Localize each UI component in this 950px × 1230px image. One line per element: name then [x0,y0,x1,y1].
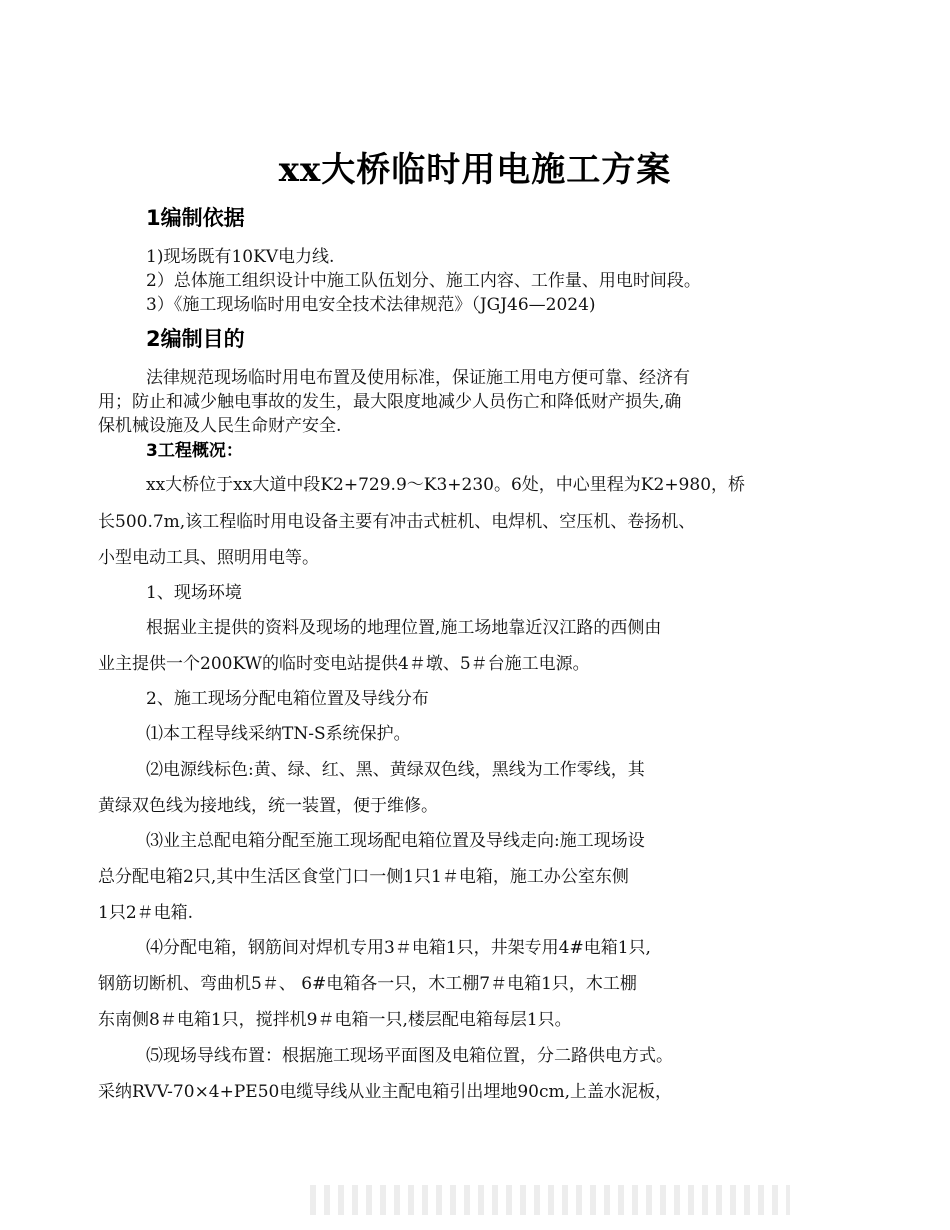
reference-item-3: 3）《施工现场临时用电安全技术法律规范》（JGJ46—2024) [146,295,596,315]
section-2-heading: 2编制目的 [146,327,245,351]
overview-line: xx大桥位于xx大道中段K2+729.9～K3+230。6处，中心里程为K2+980，桥 [146,475,746,495]
reference-item-2: 2）总体施工组织设计中施工队伍划分、施工内容、工作量、用电时间段。 [146,271,701,291]
overview-line: ⑴本工程导线采纳TN-S系统保护。 [146,724,411,744]
overview-line: 小型电动工具、照明用电等。 [98,548,319,568]
overview-line: ⑶业主总配电箱分配至施工现场配电箱位置及导线走向:施工现场设 [146,831,645,851]
overview-line: 总分配电箱2只,其中生活区食堂门口一侧1只1＃电箱，施工办公室东侧 [98,867,629,887]
section-3-heading: 3工程概况： [146,441,243,461]
overview-line: 黄绿双色线为接地线，统一装置，便于维修。 [98,796,438,816]
overview-line: ⑷分配电箱，钢筋间对焊机专用3＃电箱1只，井架专用4#电箱1只, [146,938,651,958]
overview-line: 东南侧8＃电箱1只，搅拌机9＃电箱一只,楼层配电箱每层1只。 [98,1010,572,1030]
overview-line: 钢筋切断机、弯曲机5＃、 6#电箱各一只，木工棚7＃电箱1只，木工棚 [98,974,637,994]
document-title: xx大桥临时用电施工方案 [278,150,672,190]
faint-watermark [310,1185,790,1215]
overview-line: ⑸现场导线布置：根据施工现场平面图及电箱位置，分二路供电方式。 [146,1046,673,1066]
overview-line: 根据业主提供的资料及现场的地理位置,施工场地靠近汉江路的西侧由 [146,618,662,638]
reference-item-1: 1)现场既有10KV电力线. [146,247,335,267]
purpose-line-1: 法律规范现场临时用电布置及使用标准，保证施工用电方便可靠、经济有 [146,368,690,388]
purpose-line-2: 用；防止和减少触电事故的发生，最大限度地减少人员伤亡和降低财产损失,确 [98,392,682,412]
overview-line: 采纳RVV-70×4+PE50电缆导线从业主配电箱引出埋地90cm,上盖水泥板， [98,1082,673,1102]
overview-line: 业主提供一个200KW的临时变电站提供4＃墩、5＃台施工电源。 [98,654,590,674]
subsection-heading-site-environment: 1、现场环境 [146,583,242,603]
overview-line: ⑵电源线标色:黄、绿、红、黑、黄绿双色线，黑线为工作零线，其 [146,760,645,780]
overview-line: 长500.7m,该工程临时用电设备主要有冲击式桩机、电焊机、空压机、卷扬机、 [98,512,696,532]
overview-line: 1只2＃电箱. [98,903,194,923]
section-1-heading: 1编制依据 [146,206,245,230]
purpose-line-3: 保机械设施及人民生命财产安全. [98,416,342,436]
subsection-heading-distribution: 2、施工现场分配电箱位置及导线分布 [146,689,429,709]
